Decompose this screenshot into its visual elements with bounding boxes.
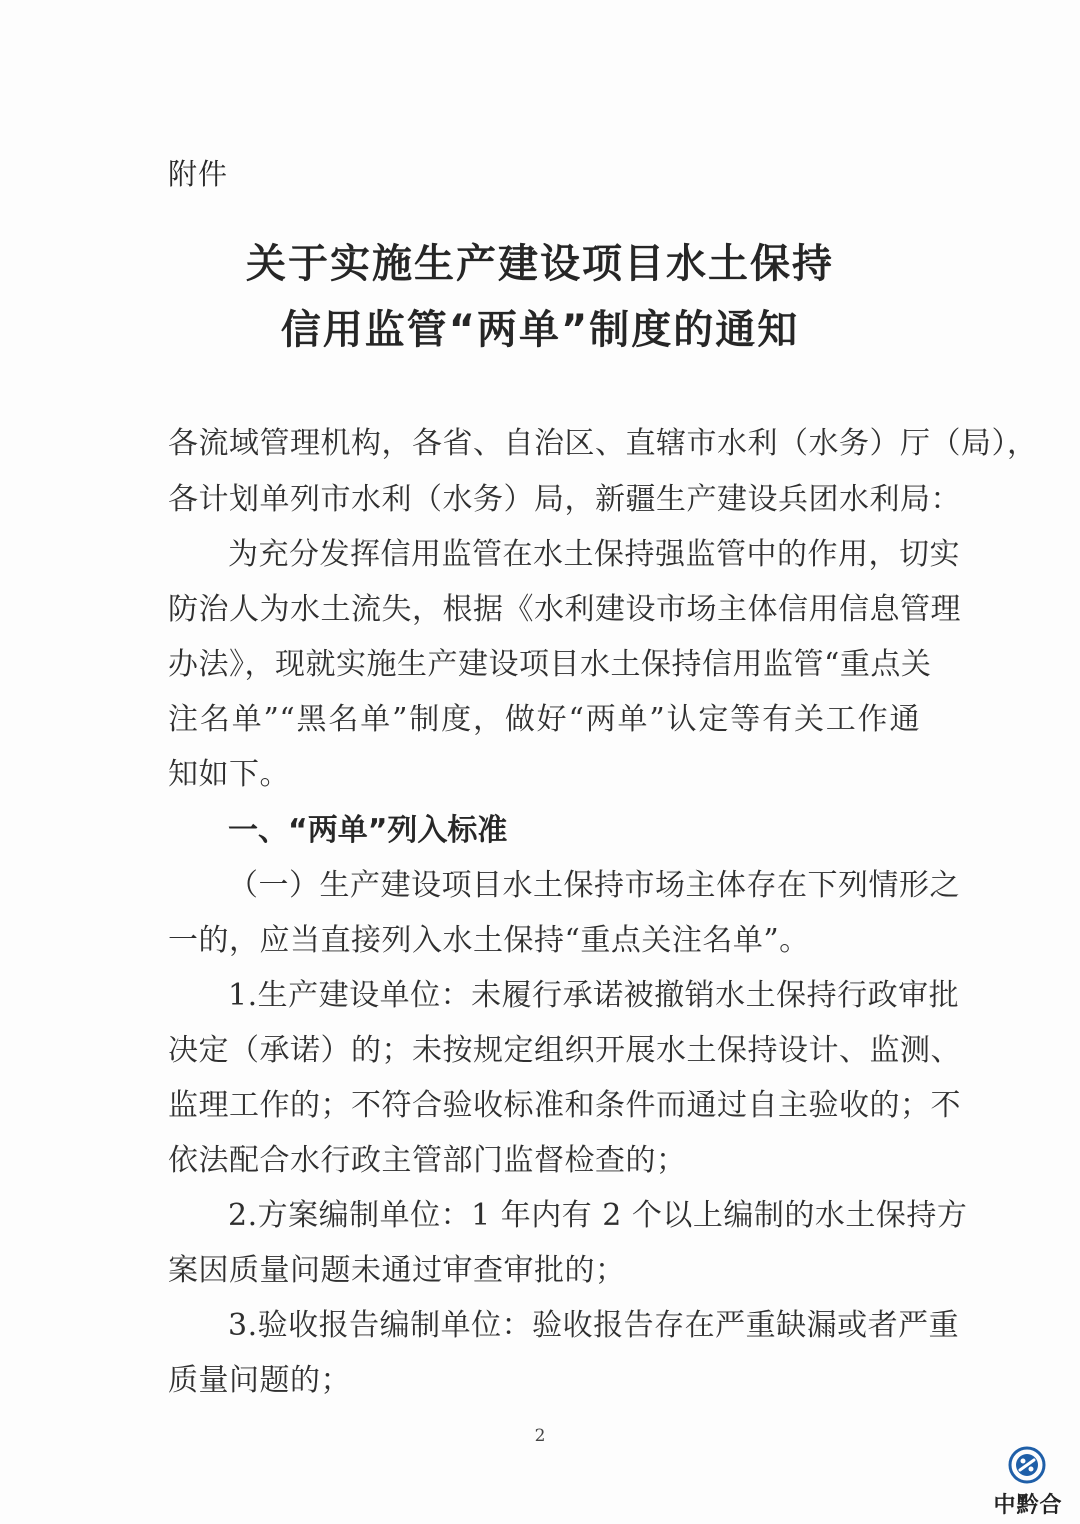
page-number: 2 [534, 1426, 546, 1446]
watermark [986, 1446, 1070, 1520]
watermark-text: 中黔合 [993, 1493, 1063, 1518]
body-line: 为充分发挥信用监管在水土保持强监管中的作用，切实 [228, 537, 960, 572]
section-heading: 一、“两单”列入标准 [228, 813, 508, 848]
body-line: 办法》，现就实施生产建设项目水土保持信用监管“重点关 [168, 647, 932, 682]
body-line: （一）生产建设项目水土保持市场主体存在下列情形之 [228, 868, 960, 903]
body-line: 案因质量问题未通过审查审批的； [168, 1253, 626, 1288]
body-line: 决定（承诺）的；未按规定组织开展水土保持设计、监测、 [168, 1033, 961, 1068]
logo-icon [1008, 1446, 1046, 1484]
body-line: 依法配合水行政主管部门监督检查的； [168, 1143, 687, 1178]
body-line: 质量问题的； [168, 1363, 351, 1398]
body-line: 3.验收报告编制单位：验收报告存在严重缺漏或者严重 [228, 1308, 960, 1343]
document-title-line-1: 关于实施生产建设项目水土保持 [246, 241, 834, 287]
body-line: 2.方案编制单位：1 年内有 2 个以上编制的水土保持方 [228, 1198, 968, 1233]
body-line: 一的，应当直接列入水土保持“重点关注名单”。 [168, 923, 810, 958]
body-line: 各计划单列市水利（水务）局，新疆生产建设兵团水利局： [168, 482, 961, 517]
body-line: 监理工作的；不符合验收标准和条件而通过自主验收的；不 [168, 1088, 961, 1123]
body-line: 各流域管理机构，各省、自治区、直辖市水利（水务）厅（局）， [168, 426, 1038, 461]
body-line: 防治人为水土流失，根据《水利建设市场主体信用信息管理 [168, 592, 961, 627]
body-line: 注名单”“黑名单”制度，做好“两单”认定等有关工作通 [168, 702, 920, 737]
document-title-line-2: 信用监管“两单”制度的通知 [280, 307, 800, 353]
attachment-label: 附件 [168, 157, 229, 191]
body-line: 1.生产建设单位：未履行承诺被撤销水土保持行政审批 [228, 978, 960, 1013]
body-line: 知如下。 [168, 757, 290, 792]
